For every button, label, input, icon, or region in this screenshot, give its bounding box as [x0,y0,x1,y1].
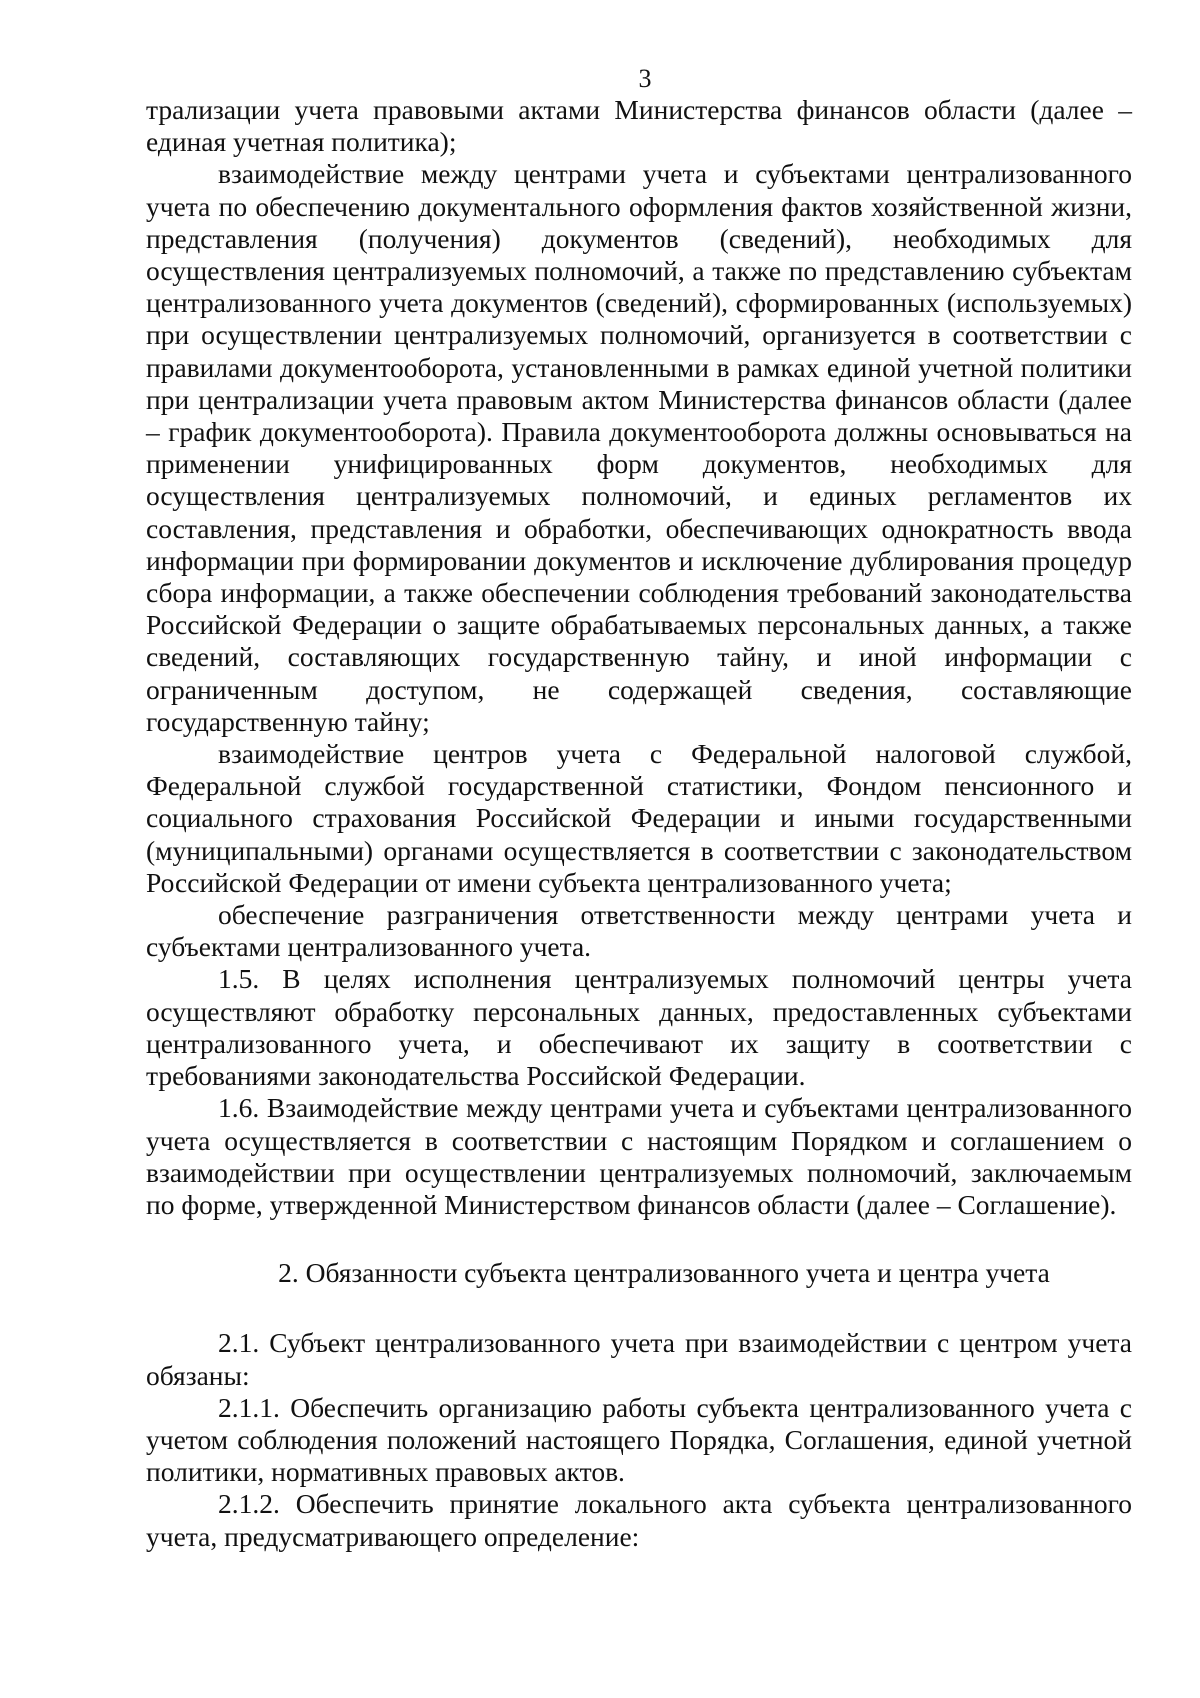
paragraph-document-flow: взаимодействие между центрами учета и субъектами централизованного учета по обеспечению документального оформления фактов хозяйственной жизни, представления (получения) документов (сведений), необходимых для осуществления централизуемых полномочий, а также по представлению субъектам централизованного учета документов (сведений), сформированных (используемых) при осуществлении централизуемых полномочий, организуется в соответствии с правилами документооборота, установленными в рамках единой учетной политики при централизации учета правовым актом Министерства финансов области (далее – график документооборота). Правила документооборота должны основываться на применении унифицированных форм документов, необходимых для осуществления централизуемых полномочий, и единых регламентов их составления, представления и обработки, обеспечивающих однократность ввода информации при формировании документов и исключение дублирования процедур сбора информации, а также обеспечении соблюдения требований законодательства Российской Федерации о защите обрабатываемых персональных данных, а также сведений, составляющих государственную тайну, и иной информации с ограниченным доступом, не содержащей сведения, составляющие государственную тайну; [146,158,1132,737]
paragraph-continuation: трализации учета правовыми актами Министерства финансов области (далее – единая учетная политика); [146,94,1132,158]
paragraph-2-1-1: 2.1.1. Обеспечить организацию работы субъекта централизованного учета с учетом соблюдения положений настоящего Порядка, Соглашения, единой учетной политики, нормативных правовых актов. [146,1391,1132,1488]
page-number: 3 [638,64,652,93]
paragraph-1-6: 1.6. Взаимодействие между центрами учета и субъектами централизованного учета осуществляется в соответствии с настоящим Порядком и соглашением о взаимодействии при осуществлении централизуемых полномочий, заключаемым по форме, утвержденной Министерством финансов области (далее – Соглашение). [146,1092,1132,1220]
paragraph-agencies-interaction: взаимодействие центров учета с Федеральной налоговой службой, Федеральной службой государственной статистики, Фондом пенсионного и социального страхования Российской Федерации и иными государственными (муниципальными) органами осуществляется в соответствии с законодательством Российской Федерации от имени субъекта централизованного учета; [146,738,1132,898]
document-body [146,94,1132,1553]
paragraph-2-1-2: 2.1.2. Обеспечить принятие локального акта субъекта централизованного учета, предусматривающего определение: [146,1488,1132,1552]
paragraph-responsibility: обеспечение разграничения ответственности между центрами учета и субъектами централизованного учета. [146,899,1132,963]
paragraph-1-5: 1.5. В целях исполнения централизуемых полномочий центры учета осуществляют обработку персональных данных, предоставленных субъектами централизованного учета, и обеспечивают их защиту в соответствии с требованиями законодательства Российской Федерации. [146,963,1132,1092]
paragraph-2-1: 2.1. Субъект централизованного учета при взаимодействии с центром учета обязаны: [146,1327,1132,1391]
section-heading: 2. Обязанности субъекта централизованного учета и центра учета [278,1257,1050,1289]
